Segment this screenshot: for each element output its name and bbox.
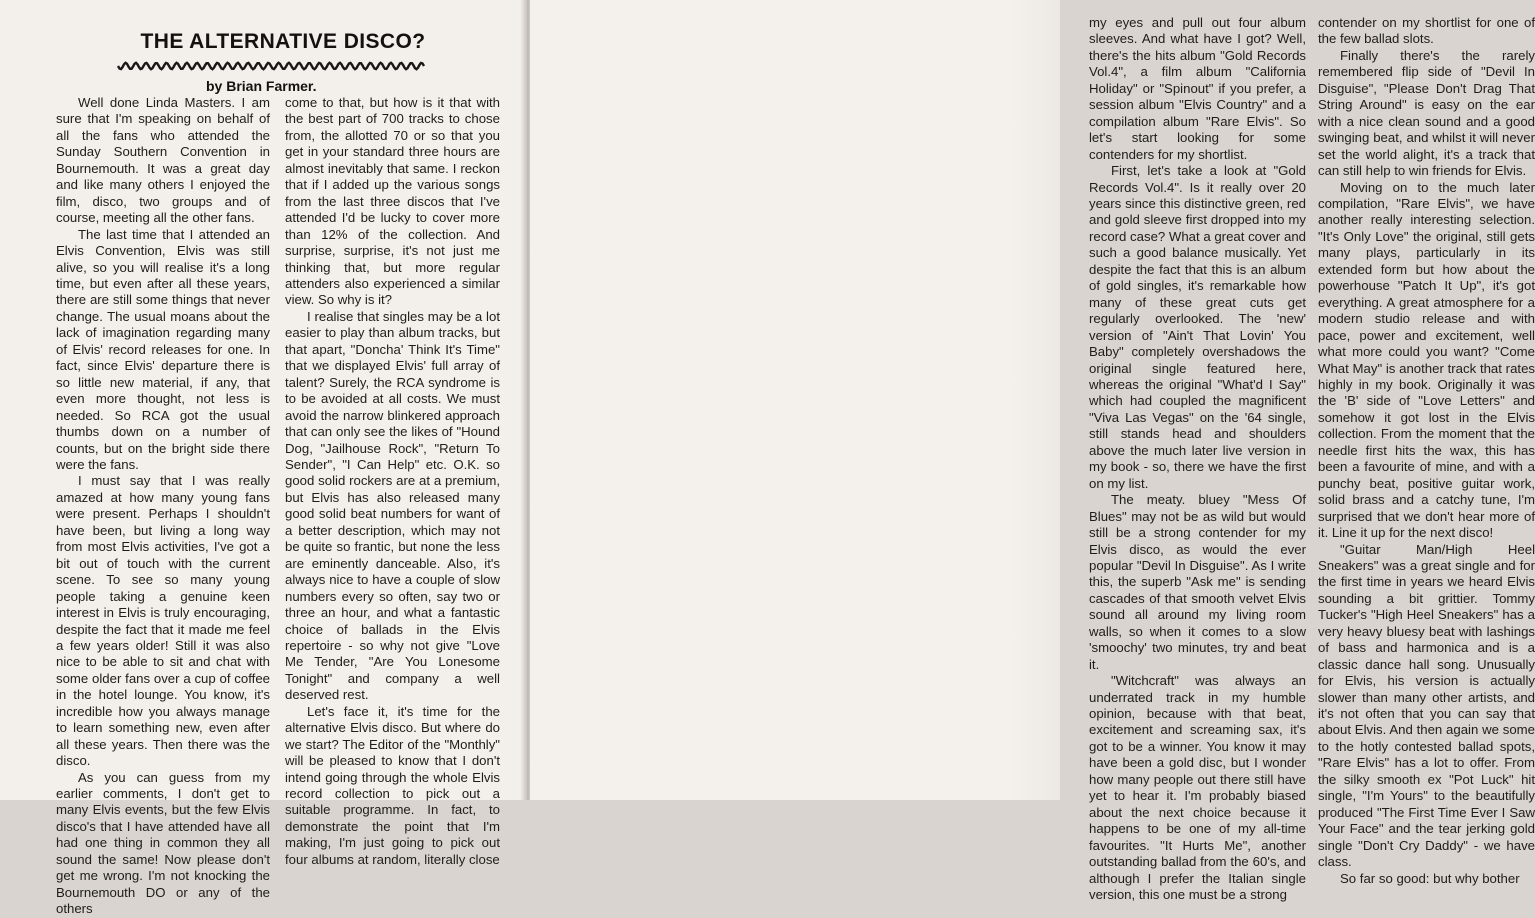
- article-byline: by Brian Farmer.: [206, 78, 317, 94]
- text-column-3: [1089, 15, 1306, 903]
- text-column-2: [285, 95, 500, 868]
- paragraph: contender on my shortlist for one of the few ballad slots.: [1318, 15, 1535, 47]
- paragraph: Well done Linda Masters. I am sure that I'm speaking on behalf of all the fans who attended the Sunday Southern Convention in Bournemouth. It was a great day and like many others I enjoyed the film, disco, two groups and of course, meeting all the other fans.: [56, 95, 270, 226]
- right-page: [530, 0, 1535, 903]
- paragraph: The meaty. bluey "Mess Of Blues" may not be as wild but would still be a strong contender for my Elvis disco, as would the ever popular "Devil In Disguise". As I write this, the superb "Ask me" is sending cascades of that smooth velvet Elvis sound all around my living room walls, so when it comes to a slow 'smoochy' two minutes, try and beat it.: [1089, 492, 1306, 672]
- paragraph: Let's face it, it's time for the alternative Elvis disco. But where do we start? The Editor of the "Monthly" will be pleased to know that I don't intend going through the whole Elvis record collection to pick out a suitable programme. In fact, to demonstrate the point that I'm making, I'm just going to pick out four albums at random, literally close: [285, 703, 500, 867]
- paragraph: my eyes and pull out four album sleeves. And what have I got? Well, there's the hits album "Gold Records Vol.4", a film album "California Holiday" or "Spinout" if you prefer, a session album "Elvis Country" and a compilation album "Rare Elvis". So let's start looking for some contenders for my shortlist.: [1089, 15, 1306, 162]
- article-title: THE ALTERNATIVE DISCO?: [140, 30, 426, 53]
- paragraph: I realise that singles may be a lot easier to play than album tracks, but that apart, "Doncha' Think It's Time" that we displayed Elvis' full array of talent? Surely, the RCA syndrome is to be avoided at all costs. We must avoid the narrow blinkered approach that can only see the likes of "Hound Dog, "Jailhouse Rock", "Return To Sender", "I Can Help" etc. O.K. so good solid rockers are at a premium, but Elvis has also released many good solid beat numbers for want of a better description, which may not be quite so frantic, but none the less are eminently danceable. Also, it's always nice to have a couple of slow numbers every so often, say two or three an hour, and what a fantastic choice of ballads in the Elvis repertoire - so why not give "Love Me Tender, "Are You Lonesome Tonight" and company a well deserved rest.: [285, 308, 500, 703]
- paragraph: "Witchcraft" was always an underrated track in my humble opinion, because with that beat, excitement and screaming sax, it's got to be a winner. You know it may have been a gold disc, but I wonder how many people out there still have yet to hear it. I'm probably biased about the next choice because it happens to be one of my all-time favourites. "It Hurts Me", another outstanding ballad from the 60's, and although I prefer the Italian single version, this one must be a strong: [1089, 673, 1306, 903]
- text-column-1: [56, 95, 270, 918]
- paragraph: come to that, but how is it that with the best part of 700 tracks to chose from, the allotted 70 or so that you get in your standard three hours are almost inevitably that same. I reckon that if I added up the various songs from the last three discos that I've attended I'd be lucky to cover more than 12% of the collection. And surprise, surprise, it's not just me thinking that, but more regular attenders also experienced a similar view. So why is it?: [285, 95, 500, 308]
- paragraph: Moving on to the much later compilation, "Rare Elvis", we have another really interesting selection. "It's Only Love" the original, still gets many plays, particularly in its extended form but how about the powerhouse "Patch It Up", it's got everything. A great atmosphere for a modern studio release and with pace, power and excitement, well what more could you want? "Come What May" is another track that rates highly in my book. Originally it was the 'B' side of "Love Letters" and somehow it got lost in the Elvis collection. From the moment that the needle first hits the wax, this has been a favourite of mine, and with a punchy beat, positive guitar work, solid brass and a catchy tune, I'm surprised that we don't hear more of it. Line it up for the next disco!: [1318, 179, 1535, 541]
- paragraph: Finally there's the rarely remembered flip side of "Devil In Disguise", "Please Don't Drag That String Around" is easy on the ear with a nice clean sound and a good swinging beat, and whilst it will never set the world alight, it's a track that can still help to win friends for Elvis.: [1318, 47, 1535, 179]
- paragraph: The last time that I attended an Elvis Convention, Elvis was still alive, so you will realise it's a long time, but even after all these years, there are still some things that never change. The usual moans about the lack of imagination regarding many of Elvis' record releases for one. In fact, since Elvis' departure there is so little new material, if any, that even more thought, not less is needed. So RCA got the usual thumbs down on a number of counts, but on the bright side there were the fans.: [56, 226, 270, 472]
- left-page: [0, 0, 526, 917]
- paragraph: As you can guess from my earlier comments, I don't get to many Elvis events, but the few Elvis disco's that I have attended have all had one thing in common they all sound the same! Now please don't get me wrong. I'm not knocking the Bournemouth DO or any of the others: [56, 769, 270, 917]
- paragraph: First, let's take a look at "Gold Records Vol.4". Is it really over 20 years since this distinctive green, red and gold sleeve first dropped into my record case? What a great cover and such a good balance musically. Yet despite the fact that this is an album of gold singles, it's remarkable how many of these great cuts get regularly overlooked. The 'new' version of "Ain't That Lovin' You Baby" completely overshadows the original single featured here, whereas the original "What'd I Say" which had coupled the magnificent "Viva Las Vegas" on the '64 single, still stands head and shoulders above the much later live version in my book - so, there we have the first on my list.: [1089, 163, 1306, 491]
- page-edge-shadow: [1010, 0, 1060, 800]
- wavy-divider-icon: [118, 60, 424, 72]
- text-column-4: [1318, 15, 1535, 887]
- paragraph: So far so good: but why bother: [1340, 870, 1520, 886]
- paragraph: "Guitar Man/High Heel Sneakers" was a great single and for the first time in years we heard Elvis sounding a bit grittier. Tommy Tucker's "High Heel Sneakers" has a very heavy bluesy beat with lashings of bass and harmonica and is a classic dance hall song. Unusually for Elvis, his version is actually slower than many other artists, and it's not often that you can say that about Elvis. And then again we some to the hotly contested ballad spots, "Rare Elvis" has a lot to offer. From the silky smooth ex "Pot Luck" hit single, "I'm Yours" to the beautifully produced "The First Time Ever I Saw Your Face" and the tear jerking gold single "Don't Cry Daddy" - we have class.: [1318, 541, 1535, 870]
- paragraph: I must say that I was really amazed at how many young fans were present. Perhaps I shouldn't have been, but living a long way from most Elvis activities, I've got a bit out of touch with the current scene. To see so many young people taking a genuine keen interest in Elvis is truly encouraging, despite the fact that it made me feel a few years older! Still it was also nice to be able to sit and chat with some older fans over a cup of coffee in the hotel lounge. You know, it's incredible how you always manage to learn something new, even after all these years. Then there was the disco.: [56, 473, 270, 769]
